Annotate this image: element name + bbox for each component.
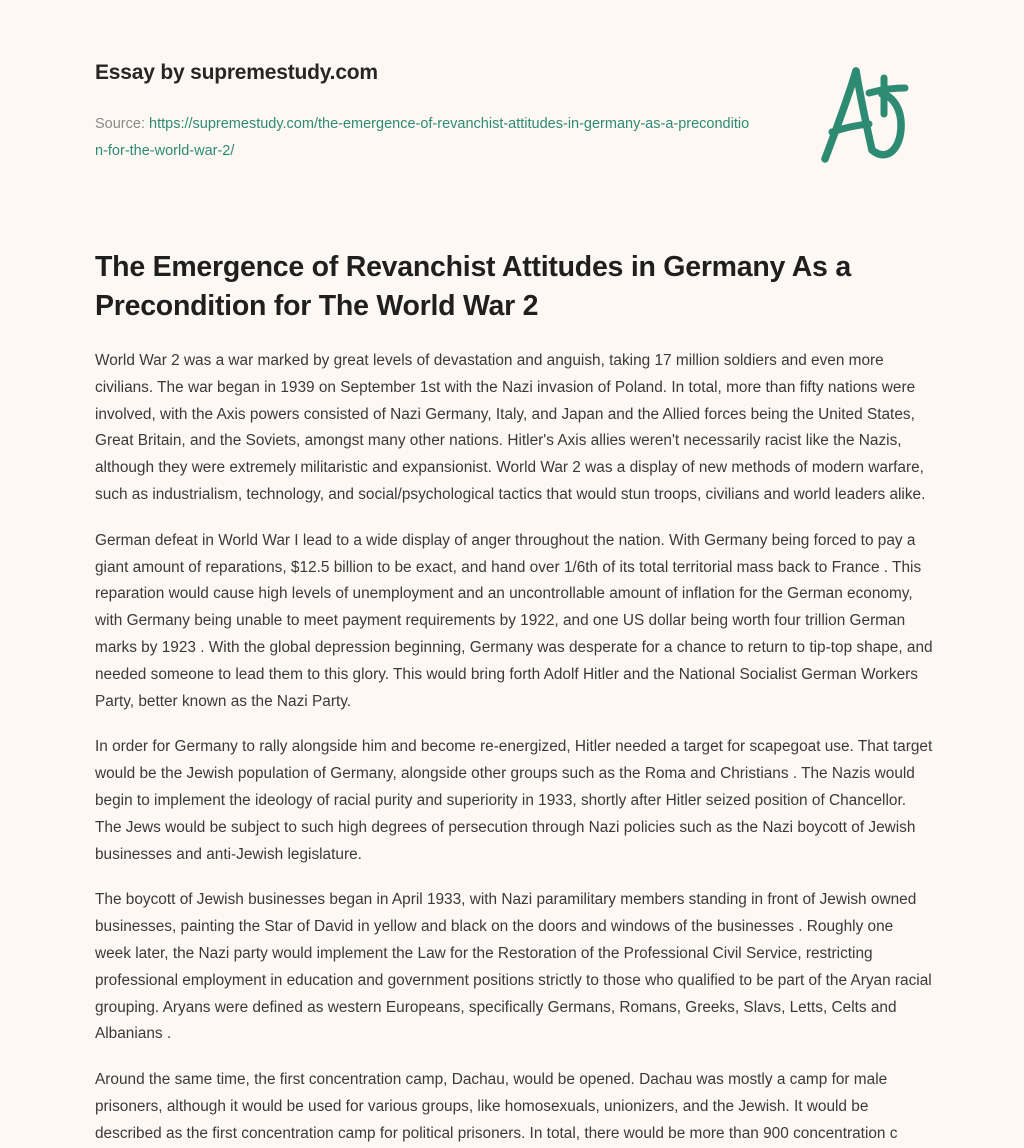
page-title: The Emergence of Revanchist Attitudes in Germany As a Precondition for The World War 2 <box>95 251 851 323</box>
source-url-link[interactable]: https://supremestudy.com/the-emergence-of-revanchist-attitudes-in-germany-as-a-precondition-for-the-world-war-2/ <box>95 116 750 159</box>
paragraph: The boycott of Jewish businesses began in April 1933, with Nazi paramilitary members standing in front of Jewish owned businesses, painting the Star of David in yellow and black on the doors and windows of the businesses . Roughly one week later, the Nazi party would implement the Law for the Restoration of the Professional Civil Service, restricting professional employment in education and government positions strictly to those who qualified to be part of the Aryan racial grouping. Aryans were defined as western Europeans, specifically Germans, Romans, Greeks, Slavs, Letts, Celts and Albanians . <box>95 891 932 1043</box>
paragraph: In order for Germany to rally alongside him and become re-energized, Hitler needed a target for scapegoat use. That target would be the Jewish population of Germany, alongside other groups such as the Roma and Christians . The Nazis would begin to implement the ideology of racial purity and superiority in 1933, shortly after Hitler seized position of Chancellor. The Jews would be subject to such high degrees of persecution through Nazi policies such as the Nazi boycott of Jewish businesses and anti-Jewish legislature. <box>95 738 933 863</box>
source-line <box>95 111 755 165</box>
a-plus-logo-icon <box>812 58 922 178</box>
paragraph: German defeat in World War I lead to a wide display of anger throughout the nation. With Germany being forced to pay a giant amount of reparations, $12.5 billion to be exact, and hand over 1/6th of its total territorial mass back to France . This reparation would cause high levels of unemployment and an uncontrollable amount of inflation for the German economy, with Germany being unable to meet payment requirements by 1922, and one US dollar being worth four trillion German marks by 1923 . With the global depression beginning, Germany was desperate for a chance to return to tip-top shape, and needed someone to lead them to this glory. This would bring forth Adolf Hitler and the National Socialist German Workers Party, better known as the Nazi Party. <box>95 531 933 710</box>
a-plus-logo <box>812 58 922 178</box>
essay-body <box>95 348 933 1148</box>
source-label: Source: <box>95 116 145 133</box>
essay-byline: Essay by supremestudy.com <box>95 61 378 84</box>
paragraph: World War 2 was a war marked by great levels of devastation and anguish, taking 17 million soldiers and even more civilians. The war began in 1939 on September 1st with the Nazi invasion of Poland. In total, more than fifty nations were involved, with the Axis powers consisted of Nazi Germany, Italy, and Japan and the Allied forces being the United States, Great Britain, and the Soviets, amongst many other nations. Hitler's Axis allies weren't necessarily racist like the Nazis, although they were extremely militaristic and expansionist. World War 2 was a display of new methods of modern warfare, such as industrialism, technology, and social/psychological tactics that would stun troops, civilians and world leaders alike. <box>95 352 926 503</box>
paragraph: Around the same time, the first concentration camp, Dachau, would be opened. Dachau was mostly a camp for male prisoners, although it would be used for various groups, like homosexuals, unionizers, and the Jewish. It would be described as the first concentration camp for political prisoners. In total, there would be more than 900 concentration c <box>95 1071 898 1142</box>
document-header <box>95 60 795 165</box>
